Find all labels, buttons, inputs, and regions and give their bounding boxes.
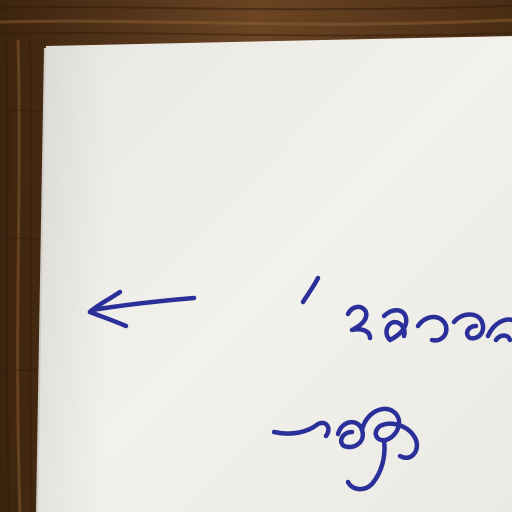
- paper-sheet: [36, 36, 512, 512]
